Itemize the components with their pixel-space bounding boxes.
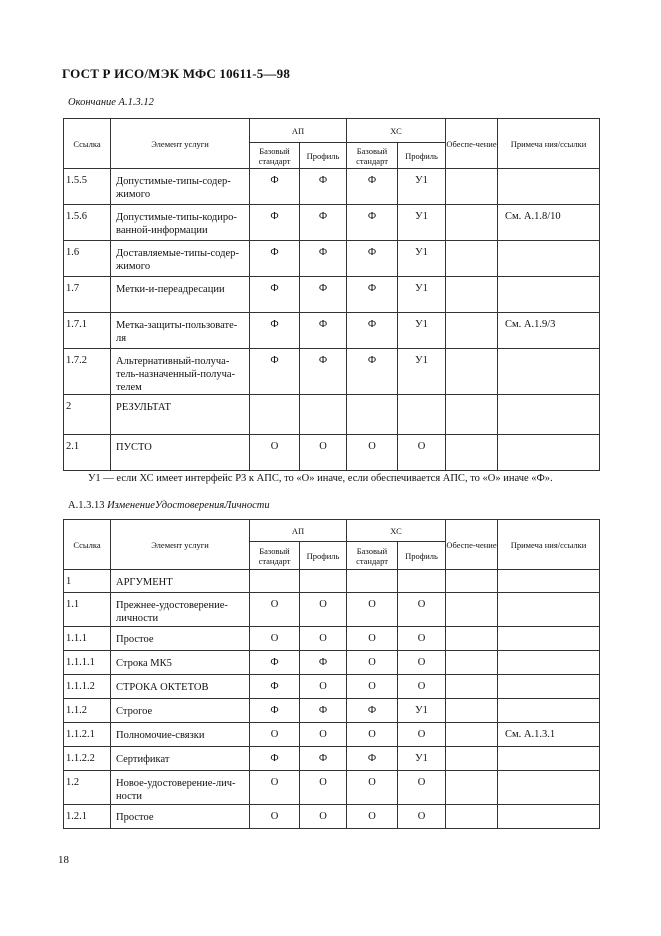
table-row <box>64 627 600 651</box>
ref-cell: 1.2 <box>64 771 111 805</box>
header-xs: ХС <box>347 119 446 143</box>
header-xs-base: Базовый стандарт <box>347 542 398 570</box>
notes-cell <box>498 805 600 829</box>
table-row <box>64 395 600 435</box>
ref-cell: 1.1 <box>64 593 111 627</box>
ap-base-cell <box>250 395 300 435</box>
table1-caption: Окончание А.1.3.12 <box>68 97 154 108</box>
header-notes: Примеча ния/ссылки <box>498 119 600 169</box>
ap-base-cell <box>250 570 300 593</box>
xs-base-cell: О <box>347 723 398 747</box>
table2-body <box>64 570 600 829</box>
support-cell <box>446 651 498 675</box>
table2-caption-title: ИзменениеУдостоверенияЛичности <box>107 500 270 511</box>
xs-base-cell: Ф <box>347 169 398 205</box>
header-ref: Ссылка <box>64 119 111 169</box>
ref-cell: 1.1.1.2 <box>64 675 111 699</box>
ap-base-cell: Ф <box>250 651 300 675</box>
table-row <box>64 771 600 805</box>
element-cell: Простое <box>111 805 250 829</box>
ap-base-cell: Ф <box>250 205 300 241</box>
xs-profile-cell: О <box>398 435 446 471</box>
table-row <box>64 675 600 699</box>
ap-profile-cell: Ф <box>300 277 347 313</box>
ap-base-cell: Ф <box>250 349 300 395</box>
ref-cell: 1.2.1 <box>64 805 111 829</box>
table-row <box>64 169 600 205</box>
element-cell: Метки-и-переадресации <box>111 277 250 313</box>
support-cell <box>446 699 498 723</box>
ref-cell: 1.1.2.2 <box>64 747 111 771</box>
table-row <box>64 349 600 395</box>
table-row <box>64 593 600 627</box>
ap-profile-cell <box>300 395 347 435</box>
notes-cell <box>498 771 600 805</box>
ref-cell: 2.1 <box>64 435 111 471</box>
table1 <box>63 118 600 471</box>
ref-cell: 1.1.2 <box>64 699 111 723</box>
element-cell: Полномочие-связки <box>111 723 250 747</box>
notes-cell <box>498 593 600 627</box>
support-cell <box>446 747 498 771</box>
ref-cell: 1.6 <box>64 241 111 277</box>
xs-profile-cell: У1 <box>398 205 446 241</box>
table-row <box>64 570 600 593</box>
notes-cell <box>498 651 600 675</box>
xs-base-cell: Ф <box>347 205 398 241</box>
xs-profile-cell: О <box>398 805 446 829</box>
ap-base-cell: Ф <box>250 747 300 771</box>
support-cell <box>446 435 498 471</box>
table-row <box>64 723 600 747</box>
xs-profile-cell: У1 <box>398 241 446 277</box>
element-cell: Простое <box>111 627 250 651</box>
ap-profile-cell: О <box>300 675 347 699</box>
notes-cell <box>498 277 600 313</box>
element-cell: Допустимые-типы-содер-жимого <box>111 169 250 205</box>
xs-base-cell: Ф <box>347 699 398 723</box>
ap-base-cell: Ф <box>250 169 300 205</box>
support-cell <box>446 169 498 205</box>
ap-profile-cell: О <box>300 771 347 805</box>
ref-cell: 1.1.1 <box>64 627 111 651</box>
ap-profile-cell: Ф <box>300 205 347 241</box>
xs-profile-cell: У1 <box>398 699 446 723</box>
ap-base-cell: О <box>250 723 300 747</box>
xs-profile-cell: У1 <box>398 169 446 205</box>
ap-base-cell: О <box>250 435 300 471</box>
xs-base-cell: О <box>347 805 398 829</box>
table-row <box>64 313 600 349</box>
xs-profile-cell: О <box>398 593 446 627</box>
ap-base-cell: О <box>250 593 300 627</box>
ap-profile-cell: Ф <box>300 169 347 205</box>
notes-cell: См. А.1.3.1 <box>498 723 600 747</box>
notes-cell <box>498 699 600 723</box>
header-ref: Ссылка <box>64 520 111 570</box>
xs-base-cell: О <box>347 651 398 675</box>
element-cell: Метка-защиты-пользовате-ля <box>111 313 250 349</box>
xs-profile-cell: У1 <box>398 747 446 771</box>
header-notes: Примеча ния/ссылки <box>498 520 600 570</box>
header-ap-profile: Профиль <box>300 542 347 570</box>
ap-base-cell: Ф <box>250 675 300 699</box>
table-row <box>64 241 600 277</box>
element-cell: Альтернативный-получа-тель-назначенный-получа-телем <box>111 349 250 395</box>
element-cell: АРГУМЕНТ <box>111 570 250 593</box>
support-cell <box>446 241 498 277</box>
support-cell <box>446 675 498 699</box>
header-support: Обеспе-чение <box>446 520 498 570</box>
element-cell: Доставляемые-типы-содер-жимого <box>111 241 250 277</box>
element-cell: Строгое <box>111 699 250 723</box>
support-cell <box>446 570 498 593</box>
element-cell: РЕЗУЛЬТАТ <box>111 395 250 435</box>
table-row <box>64 699 600 723</box>
xs-base-cell: О <box>347 771 398 805</box>
xs-base-cell: О <box>347 593 398 627</box>
support-cell <box>446 313 498 349</box>
ap-profile-cell: О <box>300 723 347 747</box>
element-cell: Новое-удостоверение-лич-ности <box>111 771 250 805</box>
ap-profile-cell: Ф <box>300 349 347 395</box>
table-row <box>64 205 600 241</box>
xs-profile-cell: О <box>398 651 446 675</box>
notes-cell <box>498 627 600 651</box>
header-xs-profile: Профиль <box>398 143 446 169</box>
ap-profile-cell: Ф <box>300 241 347 277</box>
ap-base-cell: Ф <box>250 313 300 349</box>
ref-cell: 1.7.1 <box>64 313 111 349</box>
ref-cell: 1.7.2 <box>64 349 111 395</box>
xs-profile-cell: У1 <box>398 313 446 349</box>
support-cell <box>446 771 498 805</box>
element-cell: Строка МК5 <box>111 651 250 675</box>
xs-profile-cell: У1 <box>398 277 446 313</box>
ap-base-cell: О <box>250 627 300 651</box>
ap-profile-cell: Ф <box>300 699 347 723</box>
xs-profile-cell: О <box>398 627 446 651</box>
ap-profile-cell <box>300 570 347 593</box>
xs-base-cell: О <box>347 435 398 471</box>
document-title: ГОСТ Р ИСО/МЭК МФС 10611-5—98 <box>62 66 291 81</box>
ap-base-cell: Ф <box>250 699 300 723</box>
ref-cell: 1.1.1.1 <box>64 651 111 675</box>
element-cell: Прежнее-удостоверение-личности <box>111 593 250 627</box>
ap-profile-cell: Ф <box>300 313 347 349</box>
header-element: Элемент услуги <box>111 520 250 570</box>
element-cell: Допустимые-типы-кодиро-ванной-информации <box>111 205 250 241</box>
xs-base-cell: Ф <box>347 277 398 313</box>
ap-base-cell: О <box>250 805 300 829</box>
support-cell <box>446 723 498 747</box>
table-row <box>64 651 600 675</box>
table2-caption-number: А.1.3.13 <box>68 500 105 511</box>
header-ap: АП <box>250 119 347 143</box>
support-cell <box>446 349 498 395</box>
ref-cell: 1 <box>64 570 111 593</box>
notes-cell <box>498 395 600 435</box>
header-support: Обеспе-чение <box>446 119 498 169</box>
xs-profile-cell: У1 <box>398 349 446 395</box>
table-row <box>64 805 600 829</box>
notes-cell: См. А.1.9/3 <box>498 313 600 349</box>
table2-caption <box>68 500 270 511</box>
ap-base-cell: О <box>250 771 300 805</box>
notes-cell <box>498 241 600 277</box>
xs-profile-cell <box>398 395 446 435</box>
ap-profile-cell: Ф <box>300 651 347 675</box>
page-number: 18 <box>58 854 69 866</box>
ref-cell: 1.5.5 <box>64 169 111 205</box>
ap-profile-cell: Ф <box>300 747 347 771</box>
xs-profile-cell <box>398 570 446 593</box>
notes-cell <box>498 747 600 771</box>
support-cell <box>446 395 498 435</box>
table1-body <box>64 169 600 471</box>
notes-cell <box>498 169 600 205</box>
xs-base-cell: Ф <box>347 349 398 395</box>
xs-profile-cell: О <box>398 771 446 805</box>
footnote-u1: У1 — если ХС имеет интерфейс Р3 к АПС, то «О» иначе, если обеспечивается АПС, то «О» иначе «Ф». <box>88 473 553 484</box>
xs-base-cell: Ф <box>347 747 398 771</box>
header-xs-base: Базовый стандарт <box>347 143 398 169</box>
element-cell: СТРОКА ОКТЕТОВ <box>111 675 250 699</box>
xs-profile-cell: О <box>398 675 446 699</box>
ap-base-cell: Ф <box>250 277 300 313</box>
header-ap-base: Базовый стандарт <box>250 542 300 570</box>
notes-cell <box>498 435 600 471</box>
ref-cell: 1.7 <box>64 277 111 313</box>
support-cell <box>446 205 498 241</box>
table-row <box>64 277 600 313</box>
ref-cell: 1.1.2.1 <box>64 723 111 747</box>
xs-base-cell: Ф <box>347 313 398 349</box>
support-cell <box>446 277 498 313</box>
header-xs: ХС <box>347 520 446 542</box>
table2 <box>63 519 600 829</box>
notes-cell: См. А.1.8/10 <box>498 205 600 241</box>
xs-base-cell <box>347 570 398 593</box>
header-ap-profile: Профиль <box>300 143 347 169</box>
header-ap: АП <box>250 520 347 542</box>
header-element: Элемент услуги <box>111 119 250 169</box>
element-cell: Сертификат <box>111 747 250 771</box>
ref-cell: 1.5.6 <box>64 205 111 241</box>
xs-base-cell: Ф <box>347 241 398 277</box>
element-cell: ПУСТО <box>111 435 250 471</box>
header-ap-base: Базовый стандарт <box>250 143 300 169</box>
xs-base-cell: О <box>347 627 398 651</box>
ap-profile-cell: О <box>300 593 347 627</box>
ap-profile-cell: О <box>300 435 347 471</box>
support-cell <box>446 627 498 651</box>
header-xs-profile: Профиль <box>398 542 446 570</box>
xs-base-cell: О <box>347 675 398 699</box>
xs-base-cell <box>347 395 398 435</box>
notes-cell <box>498 570 600 593</box>
notes-cell <box>498 675 600 699</box>
support-cell <box>446 805 498 829</box>
ap-profile-cell: О <box>300 805 347 829</box>
table-row <box>64 435 600 471</box>
ref-cell: 2 <box>64 395 111 435</box>
xs-profile-cell: О <box>398 723 446 747</box>
table-row <box>64 747 600 771</box>
support-cell <box>446 593 498 627</box>
ap-base-cell: Ф <box>250 241 300 277</box>
ap-profile-cell: О <box>300 627 347 651</box>
notes-cell <box>498 349 600 395</box>
